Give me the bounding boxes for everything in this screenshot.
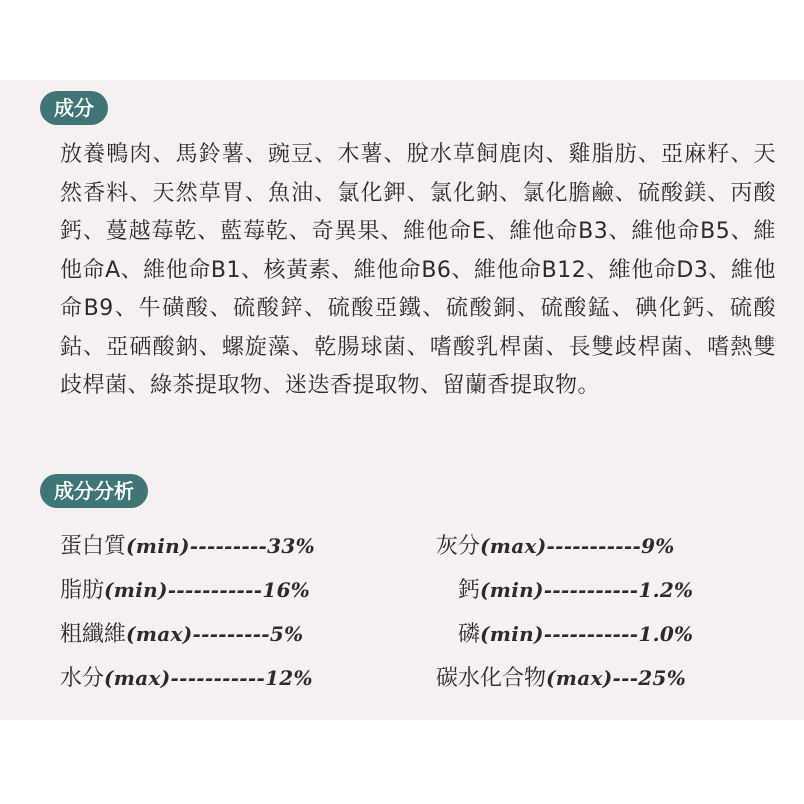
- analysis-item-value: (max)---------5%: [126, 622, 304, 646]
- analysis-row-fiber: [60, 612, 315, 656]
- analysis-item-value: (max)-----------9%: [480, 534, 675, 558]
- analysis-row-phosphorus: [436, 612, 693, 656]
- ingredients-heading: 成分: [40, 91, 108, 125]
- analysis-heading: 成分分析: [40, 474, 148, 508]
- analysis-row-carbohydrate: [436, 656, 693, 700]
- ingredients-list: 放養鴨肉、馬鈴薯、豌豆、木薯、脫水草飼鹿肉、雞脂肪、亞麻籽、天然香料、天然草胃、魚油、氯化鉀、氯化鈉、氯化膽鹼、硫酸鎂、丙酸鈣、蔓越莓乾、藍莓乾、奇異果、維他命E、維他命B3、維他命B5、維他命A、維他命B1、核黃素、維他命B6、維他命B12、維他命D3、維他命B9、牛磺酸、硫酸鋅、硫酸亞鐵、硫酸銅、硫酸錳、碘化鈣、硫酸鈷、亞硒酸鈉、螺旋藻、乾腸球菌、嗜酸乳桿菌、長雙歧桿菌、嗜熱雙歧桿菌、綠茶提取物、迷迭香提取物、留蘭香提取物。: [60, 142, 776, 398]
- analysis-row-ash: [436, 524, 693, 568]
- analysis-item-value: (max)-----------12%: [104, 666, 313, 690]
- analysis-row-fat: [60, 568, 315, 612]
- analysis-item-value: (max)---25%: [546, 666, 687, 690]
- analysis-item-name: 鈣: [458, 578, 481, 603]
- analysis-left-column: [60, 524, 315, 700]
- analysis-item-name: 粗纖維: [60, 622, 127, 647]
- analysis-item-name: 蛋白質: [60, 534, 127, 559]
- analysis-item-name: 水分: [60, 666, 105, 691]
- analysis-item-value: (min)-----------1.0%: [480, 622, 694, 646]
- analysis-item-name: 灰分: [436, 534, 481, 559]
- analysis-item-value: (min)-----------16%: [104, 578, 311, 602]
- analysis-row-calcium: [436, 568, 693, 612]
- analysis-item-name: 碳水化合物: [436, 666, 547, 691]
- analysis-item-value: (min)---------33%: [126, 534, 315, 558]
- analysis-row-protein: [60, 524, 315, 568]
- analysis-row-moisture: [60, 656, 315, 700]
- analysis-item-name: 脂肪: [60, 578, 105, 603]
- analysis-right-column: [436, 524, 693, 700]
- analysis-item-value: (min)-----------1.2%: [480, 578, 694, 602]
- analysis-item-name: 磷: [458, 622, 481, 647]
